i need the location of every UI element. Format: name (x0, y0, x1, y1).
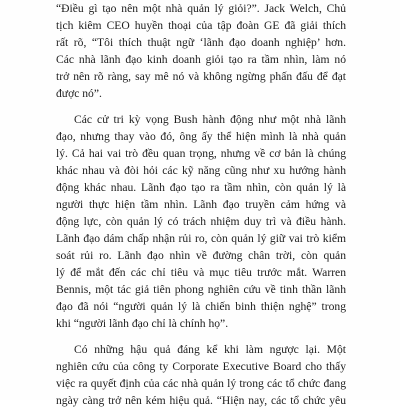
text-line: Lãnh đạo dám chấp nhận rủi ro, còn quản lý giữ vai trò kiểm (56, 232, 346, 245)
text-line: được nó”. (56, 87, 102, 100)
text-line: việc ra quyết định của các nhà quản lý trong các tổ chức đang (56, 377, 346, 390)
text-line: soát rủi ro. Lãnh đạo nhìn về đường chân trời, còn quản (56, 249, 346, 262)
text-line: ngày càng trở nên kém hiệu quả. “Hiện nay, các tổ chức yêu (56, 394, 346, 407)
text-line: người thực hiện tầm nhìn. Lãnh đạo truyền cảm hứng và (56, 198, 346, 211)
text-line: Các cử tri kỳ vọng Bush hành động như một nhà lãnh (74, 113, 346, 126)
text-line: động khác nhau. Lãnh đạo tạo ra tầm nhìn, còn quản lý là (56, 181, 346, 194)
text-line: nghiên cứu của công ty Corporate Executive Board cho thấy (56, 360, 346, 373)
text-line: trở nên rõ ràng, say mê nó và không ngừng phấn đấu để đạt (56, 70, 346, 83)
text-line: khác nhau và đòi hỏi các kỹ năng cũng như xu hướng hành (56, 164, 346, 177)
text-line: khi “người lãnh đạo chỉ là chính họ”. (56, 317, 229, 330)
text-line: Các nhà lãnh đạo kinh doanh giỏi tạo ra tầm nhìn, làm nó (56, 53, 346, 66)
text-line: lý để mắt đến các chỉ tiêu và mục tiêu trước mắt. Warren (56, 266, 346, 279)
text-line: Bennis, một tác giả tiên phong nghiên cứu về tinh thần lãnh (56, 283, 346, 296)
text-line: động lực, còn quản lý có trách nhiệm duy trì và điều hành. (56, 215, 346, 228)
text-line: đạo đã nói “người quản lý là chiến binh thiện nghệ” trong (56, 300, 346, 313)
text-line: lý. Cả hai vai trò đều quan trọng, nhưng về cơ bản là chúng (56, 147, 346, 160)
text-line: “Điều gì tạo nên một nhà quản lý giỏi?”. Jack Welch, Chủ (56, 2, 346, 15)
text-line: tịch kiêm CEO huyền thoại của tập đoàn GE đã giải thích (56, 19, 346, 32)
text-line: đạo, nhưng thay vào đó, ông ấy thể hiện mình là nhà quản (56, 130, 346, 143)
text-line: rất rõ, “Tôi thích thuật ngữ ‘lãnh đạo doanh nghiệp’ hơn. (56, 36, 346, 49)
text-line: Có những hậu quả đáng kể khi làm ngược lại. Một (74, 343, 346, 356)
